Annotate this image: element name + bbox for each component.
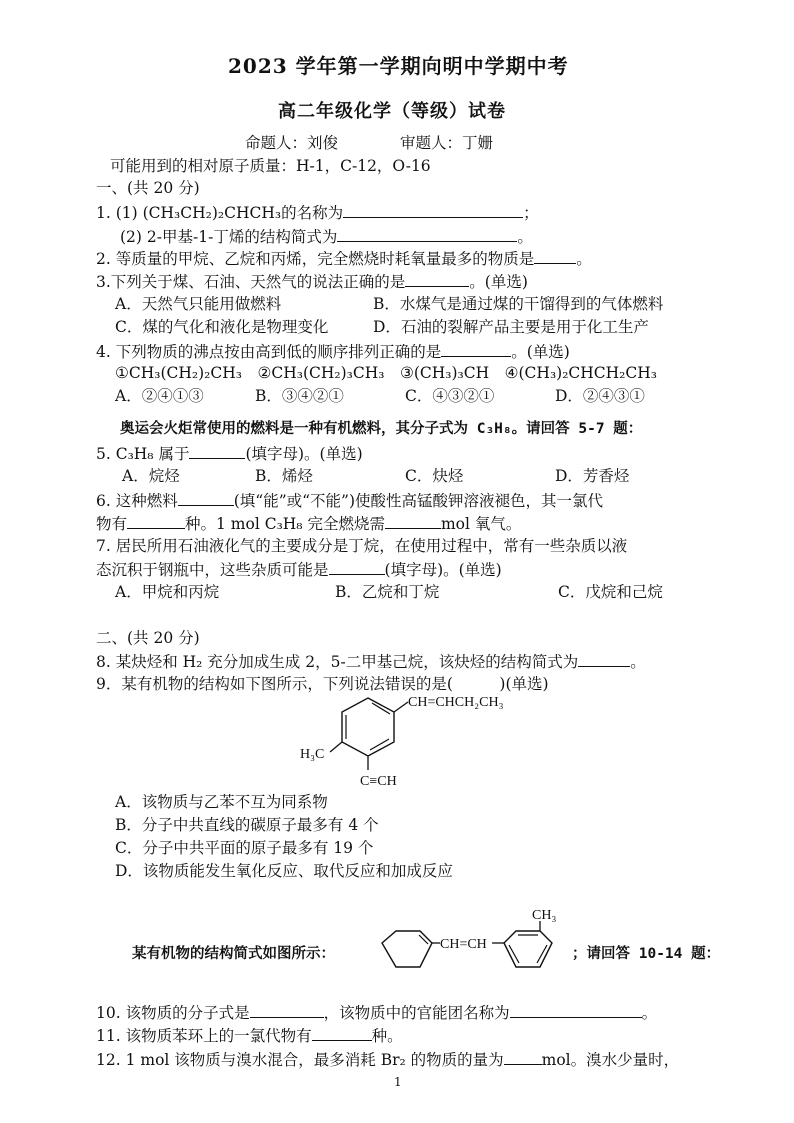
q9-substituent-methyl: H₃C [300,747,325,762]
q9-molecule-structure [290,690,540,800]
intro-questions-10-14-prefix: 某有机物的结构简式如图所示： [132,946,335,962]
intro-questions-10-14-suffix: ；请回答 10-14 题： [572,946,721,962]
q10-end: 。 [641,1004,658,1022]
q12-text-b: mol。溴水少量时， [541,1051,680,1069]
question-7-line-2 [96,559,502,580]
q1-1-formula: (CH₃CH₂)₂CHCH₃ [142,204,282,222]
q3-option-a[interactable]: A．天然气只能用做燃料 [115,295,282,313]
q9-substituent-butenyl: CH=CHCH₂CH₃ [408,695,504,710]
q9-option-b[interactable]: B．分子中共直线的碳原子最多有 4 个 [115,816,379,834]
q3-option-c[interactable]: C．煤的气化和液化是物理变化 [115,318,329,336]
answer-blank-q3[interactable] [405,271,469,287]
q3-option-d[interactable]: D．石油的裂解产品主要是用于化工生产 [373,318,649,336]
answer-blank-q11[interactable] [312,1025,372,1041]
exam-subtitle: 高二年级化学（等级）试卷 [278,101,506,122]
q1-1-end: ； [523,204,539,222]
question-1-1 [96,202,539,223]
question-1-2 [120,226,533,247]
q3-end: 。(单选) [469,273,528,291]
q10-vinylene-link: CH=CH [440,937,487,952]
q6-text-e: mol 氧气。 [440,515,522,533]
q3-text: 3.下列关于煤、石油、天然气的说法正确的是 [96,273,406,291]
q5-option-b[interactable]: B．烯烃 [255,467,313,485]
answer-blank-q7[interactable] [329,559,385,575]
answer-blank-q8[interactable] [578,651,630,667]
atomic-masses: 可能用到的相对原子质量：H-1，C-12，O-16 [110,157,431,175]
question-10 [96,1002,657,1023]
q7-option-b[interactable]: B．乙烷和丁烷 [335,583,440,601]
q5-option-c[interactable]: C．炔烃 [405,467,464,485]
answer-blank-q4[interactable] [441,341,511,357]
q10-text-a: 10. 该物质的分子式是 [96,1004,250,1022]
q4-option-a[interactable]: A．②④①③ [115,387,204,405]
question-5 [96,443,363,464]
q1-1-number: 1. (1) [96,204,138,222]
q1-2-text: (2) 2-甲基-1-丁烯的结构简式为 [120,228,338,246]
q11-text-b: 种。 [371,1027,403,1045]
answer-blank-q6-1[interactable] [178,490,234,506]
authors: 命题人：刘俊 审题人：丁姗 [245,134,494,152]
question-4 [96,341,570,362]
question-11 [96,1025,403,1046]
question-2 [96,248,592,269]
page-number: 1 [394,1075,402,1089]
q7-text-c: (填字母)。(单选) [384,561,502,579]
q4-text: 4. 下列物质的沸点按由高到低的顺序排列正确的是 [96,343,442,361]
q9-option-a[interactable]: A．该物质与乙苯不互为同系物 [115,793,328,811]
q1-2-end: 。 [517,228,533,246]
q7-option-c[interactable]: C．戊烷和己烷 [558,583,663,601]
q4-option-d[interactable]: D．②④③① [555,387,645,405]
q4-end: 。(单选) [511,343,570,361]
answer-blank-q10-1[interactable] [250,1002,324,1018]
q12-text-a: 12. 1 mol 该物质与溴水混合，最多消耗 Br₂ 的物质的量为 [96,1051,504,1069]
q6-text-a: 6. 这种燃料 [96,492,178,510]
answer-blank-q5[interactable] [189,443,245,459]
answer-blank-q1-2[interactable] [337,226,517,242]
q9-option-d[interactable]: D．该物质能发生氧化反应、取代反应和加成反应 [115,862,453,880]
q6-text-b: (填“能”或“不能”)使酸性高锰酸钾溶液褪色，其一氯代 [233,492,604,510]
answer-blank-q6-3[interactable] [385,513,441,529]
section-1-heading: 一、(共 20 分) [96,179,200,197]
q4-option-b[interactable]: B．③④②① [255,387,344,405]
question-12 [96,1049,679,1070]
question-7-line-1: 7. 居民所用石油液化气的主要成分是丁烷，在使用过程中，常有一些杂质以液 [96,537,628,555]
q10-methyl-label: CH₃ [532,908,557,923]
q6-text-d: 种。1 mol C₃H₈ 完全燃烧需 [185,515,385,533]
q5-end: (填字母)。(单选) [245,445,363,463]
answer-blank-q12[interactable] [504,1049,542,1065]
q9-option-c[interactable]: C．分子中共平面的原子最多有 19 个 [115,839,374,857]
q4-substances: ①CH₃(CH₂)₂CH₃ ②CH₃(CH₂)₃CH₃ ③(CH₃)₃CH ④(CH₃)₂CHCH₂CH₃ [115,364,657,382]
q10-text-b: ，该物质中的官能团名称为 [323,1004,510,1022]
q5-option-d[interactable]: D．芳香烃 [555,467,630,485]
q1-1-text: 的名称为 [281,204,344,222]
answer-blank-q6-2[interactable] [127,513,185,529]
intro-questions-5-7: 奥运会火炬常使用的燃料是一种有机燃料，其分子式为 C₃H₈。请回答 5-7 题： [120,421,643,437]
q4-option-c[interactable]: C．④③②① [405,387,495,405]
q10-molecule-structure [370,905,580,985]
answer-blank-q2[interactable] [534,248,576,264]
q8-text: 8. 某炔烃和 H₂ 充分加成生成 2，5-二甲基己烷，该炔烃的结构简式为 [96,653,579,671]
exam-title: 2023 学年第一学期向明中学期中考 [228,54,569,78]
question-6-line-2 [96,513,521,534]
question-8 [96,651,646,672]
q7-text-b: 态沉积于钢瓶中，这些杂质可能是 [96,561,329,579]
question-6-line-1 [96,490,603,511]
q5-text: 5. C₃H₈ 属于 [96,445,190,463]
q8-end: 。 [630,653,646,671]
q2-text: 2. 等质量的甲烷、乙烷和丙烯，完全燃烧时耗氧量最多的物质是 [96,250,535,268]
q6-text-c: 物有 [96,515,128,533]
question-3 [96,271,528,292]
q11-text-a: 11. 该物质苯环上的一氯代物有 [96,1027,312,1045]
q7-option-a[interactable]: A．甲烷和丙烷 [115,583,220,601]
q2-end: 。 [576,250,592,268]
q5-option-a[interactable]: A．烷烃 [122,467,180,485]
q9-substituent-ethynyl: C≡CH [360,774,397,789]
answer-blank-q10-2[interactable] [510,1002,642,1018]
question-9: 9．某有机物的结构如下图所示，下列说法错误的是( )(单选) [96,675,549,693]
section-2-heading: 二、(共 20 分) [96,629,200,647]
answer-blank-q1-1[interactable] [343,202,523,218]
q3-option-b[interactable]: B．水煤气是通过煤的干馏得到的气体燃料 [373,295,664,313]
